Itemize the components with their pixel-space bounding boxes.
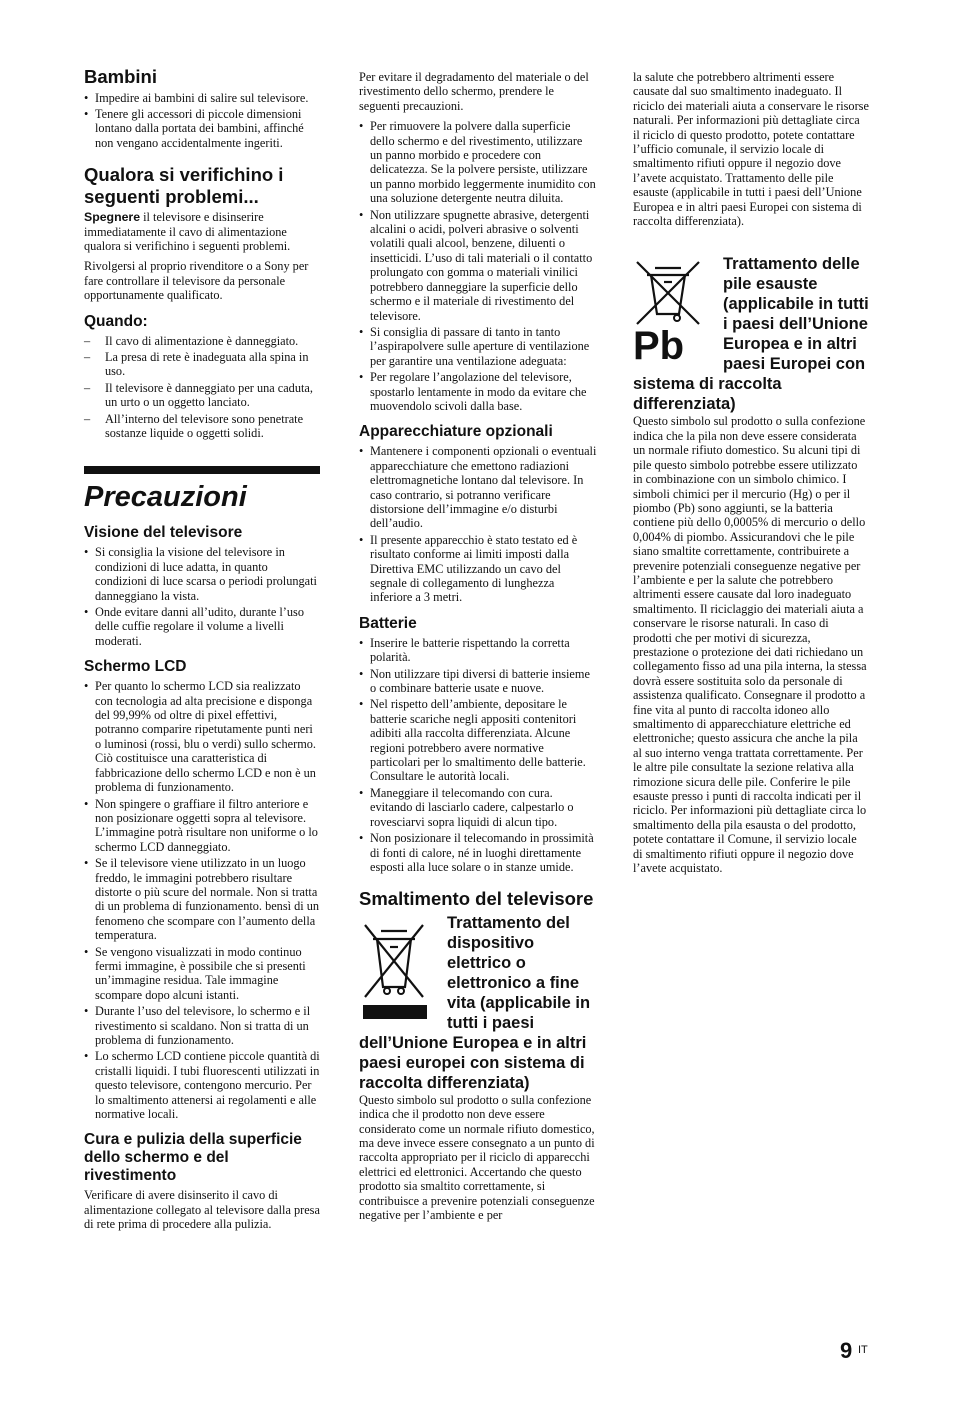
list-item: • Tenere gli accessori di piccole dimensioni lontano dalla portata dei bambini, affinché non vengano accidentalmente ingeriti. xyxy=(84,107,320,150)
heading-cura-pulizia: Cura e pulizia della superficie dello schermo e del rivestimento xyxy=(84,1131,302,1185)
problemi-text: il televisore e disinserire immediatamente il cavo di alimentazione qualora si verifichino i seguenti problemi. xyxy=(84,210,291,253)
list-item: • Per rimuovere la polvere dalla superficie dello schermo e del rivestimento, utilizzare un panno morbido e procedere con delicatezza. Se la polvere persiste, utilizzare un panno morbido leggermente inumidito con una soluzione detergente neutra diluita. xyxy=(359,119,597,205)
heading-bambini: Bambini xyxy=(84,66,157,87)
cura-intro-paragraph: Per evitare il degradamento del materiale o del rivestimento dello schermo, prendere le seguenti precauzioni. xyxy=(359,70,589,113)
list-item: • Impedire ai bambini di salire sul televisore. xyxy=(84,91,320,105)
list-item: – Il televisore è danneggiato per una caduta, un urto o un oggetto lanciato. xyxy=(84,381,320,410)
spegnere-bold: Spegnere xyxy=(84,210,141,225)
weee-continued-paragraph: la salute che potrebbero altrimenti essere causate dal suo smaltimento inadeguato. Il riciclo dei materiali aiuta a conservare le risorse naturali. Per informazioni più dettagliate circa il riciclo di questo prodotto, potete contattare l’ufficio comunale, il servizio locale di smaltimento rifiuti oppure il negozio dove l’avete acquistato. Trattamento delle pile esauste (applicabile in tutti i paesi dell’Unione Europea e in altri paesi Europei con sistema di raccolta differenziata). xyxy=(633,70,869,229)
weee-block xyxy=(359,913,597,1093)
problemi-paragraph-2: Rivolgersi al proprio rivenditore o a Sony per fare controllare il televisore da personale opportunamente qualificato. xyxy=(84,259,309,303)
list-item: – La presa di rete è inadeguata alla spina in uso. xyxy=(84,350,320,379)
section-title-precauzioni: Precauzioni xyxy=(84,481,247,514)
list-item: • Se il televisore viene utilizzato in un luogo freddo, le immagini potrebbero risultare distorte o più scure del normale. Non si tratta di un problema di funzionamento. bensì di un fenomeno che scompare con l’aumento della temperatura. xyxy=(84,856,320,942)
list-item: • Per regolare l’angolazione del televisore, spostarlo lentamente in modo da evitare che muovendolo scivoli dalla base. xyxy=(359,370,597,413)
crossed-bin-icon xyxy=(359,917,431,1021)
column-right xyxy=(633,70,869,881)
weee-paragraph: Questo simbolo sul prodotto o sulla confezione indica che il prodotto non deve essere considerato come un normale rifiuto domestico, ma deve invece essere consegnato a un punto di raccolta appropriato per il riciclo di apparecchi elettrici ed elettronici. Accertando che questo prodotto sia smaltito correttamente, si contribuisce a prevenire potenziali conseguenze negative per l’ambiente e per xyxy=(359,1092,595,1223)
cura-paragraph: Verificare di avere disinserito il cavo di alimentazione collegato al televisore dalla presa di rete prima di procedere alla pulizia. xyxy=(84,1188,320,1232)
weee-symbol xyxy=(359,917,431,1024)
batterie-list xyxy=(359,636,597,875)
battery-heading: Trattamento delle pile esauste (applicabile in tutti i paesi dell’Unione Europea e in altri paesi Europei con sistema di raccolta differenziata) xyxy=(633,255,869,414)
list-item: • Per quanto lo schermo LCD sia realizzato con tecnologia ad alta precisione e disponga del 99,99% od oltre di pixel effettivi, potranno comparire ripetutamente punti neri o luminosi (rossi, blu o verdi) sullo schermo. Ciò costituisce una caratteristica di fabbricazione dello schermo LCD e non è un problema di funzionamento. xyxy=(84,679,320,794)
list-item: • Durante l’uso del televisore, lo schermo e il rivestimento si scaldano. Non si tratta di un problema di funzionamento. xyxy=(84,1004,320,1047)
cura-list xyxy=(359,119,597,413)
list-item: • Si consiglia la visione del televisore in condizioni di luce adatta, in quanto condizioni di luce scarsa o periodi prolungati danneggiano la vista. xyxy=(84,545,320,603)
quando-list xyxy=(84,334,320,441)
problemi-paragraph xyxy=(84,210,320,253)
heading-problemi: Qualora si verifichino i seguenti problemi... xyxy=(84,164,284,207)
heading-schermo-lcd: Schermo LCD xyxy=(84,658,187,676)
pb-label: Pb xyxy=(633,323,685,368)
battery-block xyxy=(633,254,869,414)
list-item: • Mantenere i componenti opzionali o eventuali apparecchiature che emettono radiazioni elettromagnetiche lontano dal televisore. In caso contrario, si potranno verificare distorsione dell’immagine e/o disturbi dell’audio. xyxy=(359,444,597,530)
apparecchiature-list xyxy=(359,444,597,604)
heading-apparecchiature: Apparecchiature opzionali xyxy=(359,423,553,441)
list-item: • Inserire le batterie rispettando la corretta polarità. xyxy=(359,636,597,665)
section-divider xyxy=(84,466,320,474)
list-item: • Si consiglia di passare di tanto in tanto l’aspirapolvere sulle aperture di ventilazione per garantire una ventilazione adeguata: xyxy=(359,325,597,368)
battery-symbol xyxy=(633,258,705,368)
visione-list xyxy=(84,545,320,648)
heading-quando: Quando: xyxy=(84,312,148,330)
list-item: • Non spingere o graffiare il filtro anteriore e non posizionare oggetti sopra al televisore. L’immagine potrà risultare non uniforme o lo schermo LCD danneggiato. xyxy=(84,797,320,855)
page-number: 9 xyxy=(840,1338,853,1363)
list-item: • Maneggiare il telecomando con cura. evitando di lasciarlo cadere, calpestarlo o rovesciarvi sopra liquidi di alcun tipo. xyxy=(359,786,597,829)
list-item: – Il cavo di alimentazione è danneggiato. xyxy=(84,334,320,348)
heading-smaltimento: Smaltimento del televisore xyxy=(359,888,594,910)
weee-heading: Trattamento del dispositivo elettrico o elettronico a fine vita (applicabile in tutti i paesi dell’Unione Europea e in altri paesi europei con sistema di raccolta differenziata) xyxy=(359,913,591,1092)
bambini-list xyxy=(84,91,320,151)
battery-paragraph: Questo simbolo sul prodotto o sulla confezione indica che la pila non deve essere considerata un normale rifiuto domestico. Su alcuni tipi di pile questo simbolo potrebbe essere utilizzato in combinazione con un simbolo chimico. I simboli chimici per il mercurio (Hg) o per il piombo (Pb) sono aggiunti, se la batteria contiene più dello 0,0005% di mercurio o dello 0,004% di piombo. Assicurandovi che le pile siano smaltite correttamente, contribuirete a prevenire potenziali conseguenze negative per l’ambiente e per la salute che potrebbero altrimenti essere causate dal loro inadeguato smaltimento. Il riciclaggio dei materiali aiuta a conservare le risorse naturali. In caso di prodotti che per motivi di sicurezza, prestazione o protezione dei dati richiedano un collegamento fisso ad una pila interna, la stessa dovrà essere sostituita solo da personale di assistenza qualificato. Consegnare il prodotto a fine vita al punto di raccolta idoneo allo smaltimento di apparecchiature elettriche ed elettroniche; questo assicura che anche la pila al suo interno venga trattata correttamente. Per le altre pile consultate la sezione relativa alla rimozione sicura delle pile. Conferire le pile esauste presso i punti di raccolta indicati per il riciclo. Per informazioni più dettagliate circa lo smaltimento della pila esausta o del prodotto, potete contattare il Comune, il servizio locale di smaltimento rifiuti oppure il negozio dove l’avete acquistato. xyxy=(633,414,867,876)
list-item: • Onde evitare danni all’udito, durante l’uso delle cuffie regolare il volume a livelli moderati. xyxy=(84,605,320,648)
list-item: • Non posizionare il telecomando in prossimità di fonti di calore, né in luoghi direttamente esposti alla luce solare o in stanze umide. xyxy=(359,831,597,874)
lcd-list xyxy=(84,679,320,1121)
list-item: • Lo schermo LCD contiene piccole quantità di cristalli liquidi. I tubi fluorescenti utilizzati in questo televisore, contengono mercurio. Per lo smaltimento attenersi ai regolamenti e alle normative locali. xyxy=(84,1049,320,1121)
list-item: • Nel rispetto dell’ambiente, depositare le batterie scariche negli appositi contenitori adibiti alla raccolta differenziata. Alcune regioni potrebbero avere normative particolari per lo smaltimento delle batterie. Consultare le autorità locali. xyxy=(359,697,597,783)
list-item: • Se vengono visualizzati in modo continuo fermi immagine, è possibile che si presenti un’immagine residua. Tale immagine scompare dopo alcuni istanti. xyxy=(84,945,320,1003)
list-item: • Non utilizzare tipi diversi di batterie insieme o combinare batterie usate e nuove. xyxy=(359,667,597,696)
column-left xyxy=(84,66,320,1238)
page-language: IT xyxy=(858,1344,868,1356)
list-item: • Non utilizzare spugnette abrasive, detergenti alcalini o acidi, polveri abrasive o solventi volatili quali alcool, benzene, diluenti o insetticidi. L’uso di tali materiali o il contatto prolungato con gomma o materiali vinilici potrebbero danneggiare la superficie dello schermo e il materiale di rivestimento del televisore. xyxy=(359,208,597,323)
list-item: – All’interno del televisore sono penetrate sostanze liquide o oggetti solidi. xyxy=(84,412,320,441)
crossed-bin-icon xyxy=(633,258,705,326)
list-item: • Il presente apparecchio è stato testato ed è risultato conforme ai limiti imposti dalla Direttiva EMC utilizzando un cavo del segnale di collegamento di lunghezza inferiore a 3 metri. xyxy=(359,533,597,605)
heading-visione: Visione del televisore xyxy=(84,524,243,542)
heading-batterie: Batterie xyxy=(359,614,417,632)
column-middle xyxy=(359,70,597,1228)
